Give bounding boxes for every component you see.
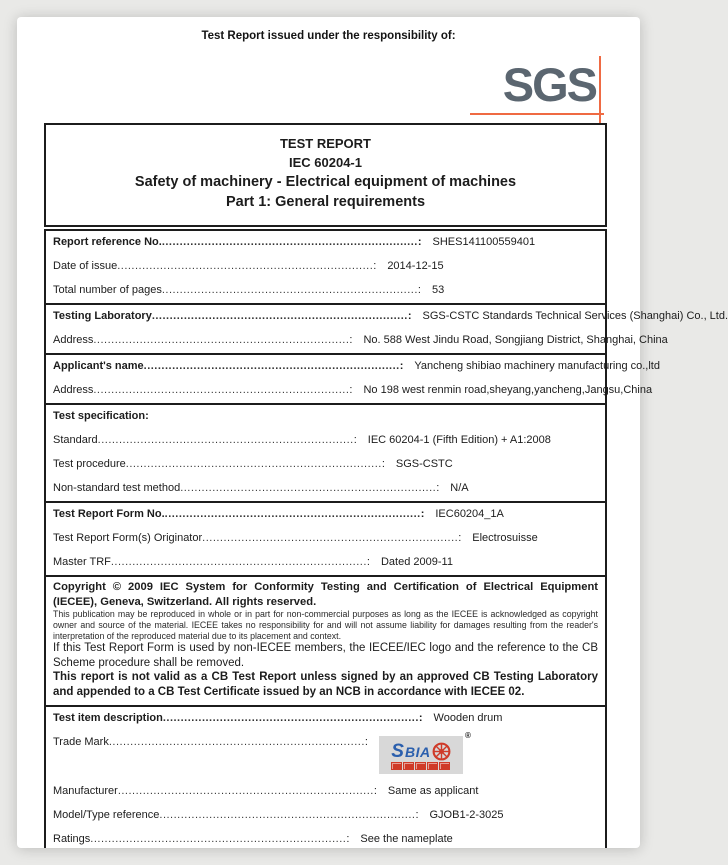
row-value: Same as applicant	[387, 785, 479, 798]
row-value: IEC60204_1A	[435, 508, 504, 520]
row-value: GJOB1-2-3025	[429, 809, 504, 822]
group-test-item	[46, 705, 605, 852]
dot-leader	[93, 384, 349, 397]
row-label: Ratings ..... :	[53, 833, 349, 846]
row-label: Total number of pages ..... :	[53, 284, 421, 297]
dot-leader	[98, 434, 354, 447]
dot-leader	[180, 482, 436, 495]
row-label: Test Report Form No. ..... :	[53, 508, 424, 521]
row-label: Standard ..... :	[53, 434, 357, 447]
row-value: SHES141100559401	[432, 236, 536, 248]
row-label: Test specification:	[53, 410, 149, 422]
report-info-table	[44, 229, 728, 848]
sgs-logo	[17, 37, 640, 129]
row-value	[379, 731, 599, 774]
table-row	[46, 828, 605, 852]
table-row	[46, 379, 653, 403]
sgs-logo-vertical-line	[599, 56, 601, 124]
dot-leader	[109, 736, 365, 749]
row-value: IEC 60204-1 (Fifth Edition) + A1:2008	[367, 434, 551, 446]
table-row	[46, 405, 605, 429]
registered-mark: ®	[465, 731, 471, 741]
sgs-logo-text: SGS	[502, 58, 596, 111]
dot-leader	[144, 360, 400, 373]
dot-leader	[162, 284, 418, 297]
dot-leader	[90, 833, 346, 846]
row-label: Trade Mark ..... :	[53, 736, 368, 749]
row-label: Applicant's name ..... :	[53, 360, 403, 373]
trademark-chinese-strip	[391, 762, 450, 770]
row-value: See the nameplate	[360, 833, 453, 846]
table-row	[46, 355, 660, 379]
dot-leader	[159, 809, 415, 822]
trademark-letter-s: S	[391, 740, 404, 762]
row-label: Model/Type reference ..... :	[53, 809, 419, 822]
group-report-reference	[46, 231, 605, 303]
row-value: No. 588 West Jindu Road, Songjiang District, Shanghai, China	[363, 334, 668, 346]
table-row	[46, 279, 605, 303]
row-label: Date of issue ..... :	[53, 260, 376, 273]
row-value: SGS-CSTC Standards Technical Services (Shanghai) Co., Ltd.	[422, 310, 728, 322]
table-row	[46, 329, 668, 353]
row-value: Wooden drum	[433, 712, 503, 725]
dot-leader	[163, 712, 419, 725]
row-value: Electrosuisse	[472, 532, 538, 544]
row-label: Manufacturer ..... :	[53, 785, 377, 798]
dot-leader	[111, 556, 367, 569]
table-row	[46, 731, 605, 780]
row-value: SGS-CSTC	[395, 458, 453, 470]
row-value: N/A	[450, 482, 469, 494]
table-row	[46, 551, 605, 575]
row-value: Dated 2009-11	[380, 556, 453, 568]
table-row	[46, 453, 605, 477]
row-label: Address ..... :	[53, 384, 352, 397]
copyright-block	[46, 575, 605, 705]
sgs-logo-horizontal-line	[470, 113, 604, 115]
title-part: Part 1: General requirements	[225, 194, 426, 210]
row-label: Test procedure ..... :	[53, 458, 385, 471]
group-test-report-form	[46, 501, 605, 575]
row-label: Test Report Form(s) Originator ..... :	[53, 532, 461, 545]
dot-leader	[126, 458, 382, 471]
copyright-bold-notice: This report is not valid as a CB Test Report unless signed by an approved CB Testing Laboratory and appended to a CB Test Certificate issued by an NCB in accordance with IECEE 02.	[53, 671, 598, 698]
row-label: Test item description ..... :	[53, 712, 423, 725]
row-value: 53	[431, 284, 445, 296]
copyright-bold-intro: Copyright © 2009 IEC System for Conformity Testing and Certification of Electrical Equipment (IECEE), Geneva, Switzerland. All rights reserved.	[53, 581, 598, 608]
row-value: 2014-12-15	[387, 260, 444, 272]
dot-leader	[152, 310, 408, 323]
table-row	[46, 780, 605, 804]
table-row	[46, 429, 605, 453]
table-row	[46, 231, 605, 255]
table-row	[46, 503, 605, 527]
row-label: Non-standard test method ..... :	[53, 482, 439, 495]
group-test-specification	[46, 403, 605, 501]
title-test-report: TEST REPORT	[279, 136, 371, 151]
row-value: Yancheng shibiao machinery manufacturing co.,ltd	[414, 360, 660, 372]
trademark-logo	[379, 731, 471, 774]
trademark-logo-box	[379, 736, 463, 774]
dot-leader	[202, 532, 458, 545]
table-row	[46, 804, 605, 828]
row-label: Master TRF ..... :	[53, 556, 370, 569]
title-standard-name: Safety of machinery - Electrical equipment of machines	[134, 174, 517, 190]
header-responsibility-note: Test Report issued under the responsibility of:	[201, 30, 456, 42]
dot-leader	[165, 508, 421, 521]
wheel-icon	[432, 742, 451, 761]
dot-leader	[93, 334, 349, 347]
trademark-letters-bia: BIA	[404, 743, 431, 760]
trademark-logo-top	[391, 742, 450, 761]
table-row	[46, 707, 605, 731]
dot-leader	[118, 785, 374, 798]
row-label: Testing Laboratory ..... :	[53, 310, 412, 323]
row-value: No 198 west renmin road,sheyang,yancheng,Jangsu,China	[363, 384, 653, 396]
table-row	[46, 255, 605, 279]
copyright-small-text: This publication may be reproduced in whole or in part for non-commercial purposes as long as the IECEE is acknowledged as copyright owner and source of the material. IECEE takes no responsibility for and will not assume liability for damages resulting from the reader's interpretation of the reproduced material due to its placement and context.	[53, 609, 598, 641]
table-row	[46, 477, 605, 501]
document-page	[17, 17, 728, 848]
row-label: Report reference No. ..... :	[53, 236, 422, 249]
table-row	[46, 305, 728, 329]
row-label: Address ..... :	[53, 334, 352, 347]
report-title-box	[44, 123, 607, 227]
group-testing-laboratory	[46, 303, 728, 353]
table-row	[46, 527, 605, 551]
dot-leader	[117, 260, 373, 273]
dot-leader	[162, 236, 418, 249]
copyright-normal-text: If this Test Report Form is used by non-IECEE members, the IECEE/IEC logo and the reference to the CB Scheme procedure shall be removed.	[53, 642, 598, 669]
group-applicant	[46, 353, 660, 403]
title-standard-number: IEC 60204-1	[289, 155, 362, 170]
